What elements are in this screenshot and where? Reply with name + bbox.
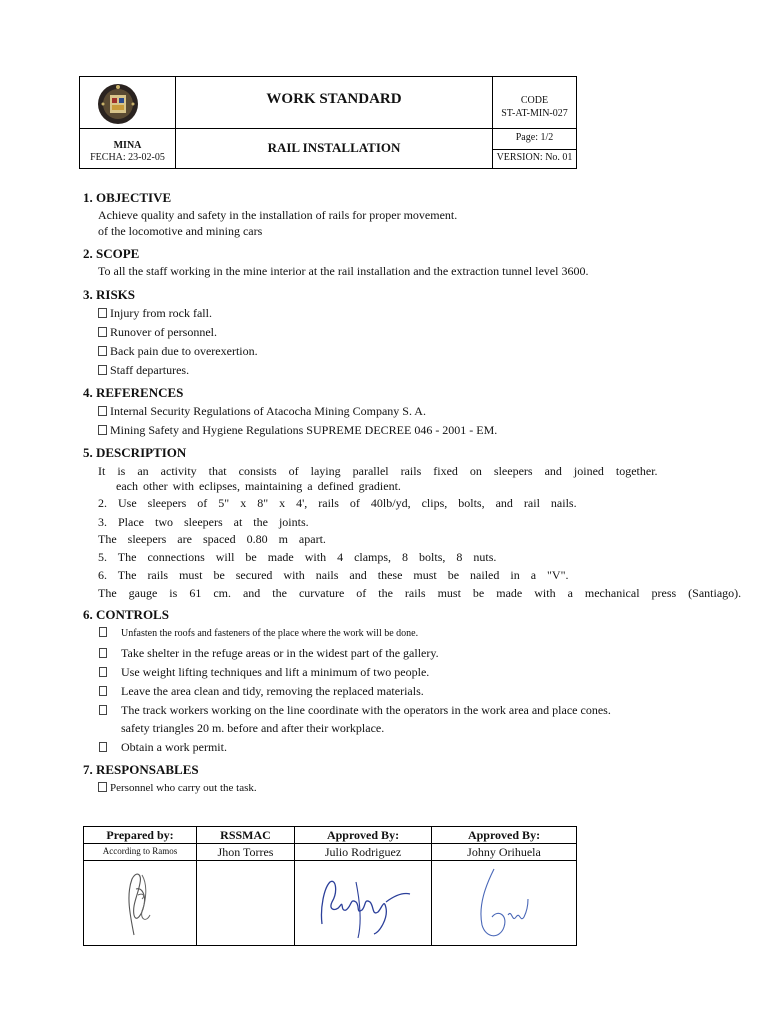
list-item: Obtain a work permit. <box>99 740 227 755</box>
risks-title: 3. RISKS <box>83 287 136 302</box>
checkbox-icon <box>99 686 107 696</box>
code-label: CODE <box>520 95 549 106</box>
name-rssmac: Jhon Torres <box>217 845 274 859</box>
scope-line: To all the staff working in the mine interior at the rail installation and the extraction tunnel level 3600. <box>98 264 589 278</box>
list-item: Staff departures. <box>98 363 189 378</box>
controls-title: 6. CONTROLS <box>83 607 169 622</box>
company-logo <box>97 82 139 126</box>
checkbox-icon <box>99 667 107 677</box>
description-line-7: The gauge is 61 cm. and the curvature of the rails must be made with a mechanical press (Santiago). <box>98 586 742 600</box>
list-item: Back pain due to overexertion. <box>98 344 258 359</box>
checkbox-icon <box>98 425 107 435</box>
list-item: Take shelter in the refuge areas or in the widest part of the gallery. <box>99 646 439 661</box>
checkbox-icon <box>98 308 107 318</box>
col-header-rssmac: RSSMAC <box>220 828 271 842</box>
references-title: 4. REFERENCES <box>83 385 184 400</box>
col-header-prepared: Prepared by: <box>106 828 174 842</box>
objective-line-1: Achieve quality and safety in the installation of rails for proper movement. <box>98 208 458 222</box>
name-prepared: According to Ramos <box>102 846 178 856</box>
signature-prepared <box>112 865 172 943</box>
document-title: WORK STANDARD <box>266 91 402 107</box>
signature-approved-2 <box>464 865 544 943</box>
code-value: ST-AT-MIN-027 <box>501 108 568 119</box>
date-label: FECHA: 23-02-05 <box>90 152 165 163</box>
list-item: Unfasten the roofs and fasteners of the place where the work will be done. <box>99 627 418 639</box>
list-item: Injury from rock fall. <box>98 306 212 321</box>
description-line-3: 3. Place two sleepers at the joints. <box>98 515 309 529</box>
name-approved-2: Johny Orihuela <box>467 845 541 859</box>
checkbox-icon <box>99 648 107 658</box>
description-line-1: It is an activity that consists of laying parallel rails fixed on sleepers and joined together. <box>98 464 658 478</box>
description-line-2: 2. Use sleepers of 5" x 8" x 4', rails of 40lb/yd, clips, bolts, and rail nails. <box>98 496 577 510</box>
page-number: Page: 1/2 <box>515 132 554 143</box>
objective-title: 1. OBJECTIVE <box>83 190 172 205</box>
checkbox-icon <box>98 406 107 416</box>
document-subtitle: RAIL INSTALLATION <box>267 140 401 155</box>
name-approved-1: Julio Rodriguez <box>324 845 402 859</box>
list-item: Leave the area clean and tidy, removing the replaced materials. <box>99 684 424 699</box>
objective-line-2: of the locomotive and mining cars <box>98 224 263 238</box>
list-item: Personnel who carry out the task. <box>98 782 257 794</box>
checkbox-icon <box>98 346 107 356</box>
scope-title: 2. SCOPE <box>83 246 140 261</box>
checkbox-icon <box>98 327 107 337</box>
checkbox-icon <box>99 705 107 715</box>
list-item: Internal Security Regulations of Atacocha Mining Company S. A. <box>98 404 426 419</box>
list-item: Runover of personnel. <box>98 325 217 340</box>
description-line-5: 5. The connections will be made with 4 clamps, 8 bolts, 8 nuts. <box>98 550 497 564</box>
signature-table <box>83 826 577 946</box>
list-item: Use weight lifting techniques and lift a minimum of two people. <box>99 665 429 680</box>
col-header-approved-2: Approved By: <box>467 828 541 842</box>
description-title: 5. DESCRIPTION <box>83 445 187 460</box>
list-item: The track workers working on the line coordinate with the operators in the work area and place cones. <box>99 703 611 718</box>
version-label: VERSION: No. 01 <box>496 152 573 163</box>
checkbox-icon <box>98 782 107 792</box>
description-line-6: 6. The rails must be secured with nails and these must be nailed in a "V". <box>98 568 569 582</box>
list-item-continuation: safety triangles 20 m. before and after their workplace. <box>121 721 385 735</box>
document-header <box>79 76 577 169</box>
description-line-1b: each other with eclipses, maintaining a defined gradient. <box>116 479 401 493</box>
area-label: MINA <box>113 140 142 151</box>
responsables-title: 7. RESPONSABLES <box>83 762 199 777</box>
signature-approved-1 <box>316 872 416 942</box>
checkbox-icon <box>99 627 107 637</box>
col-header-approved-1: Approved By: <box>326 828 400 842</box>
description-line-4: The sleepers are spaced 0.80 m apart. <box>98 532 326 546</box>
list-item: Mining Safety and Hygiene Regulations SUPREME DECREE 046 - 2001 - EM. <box>98 423 497 438</box>
checkbox-icon <box>98 365 107 375</box>
checkbox-icon <box>99 742 107 752</box>
